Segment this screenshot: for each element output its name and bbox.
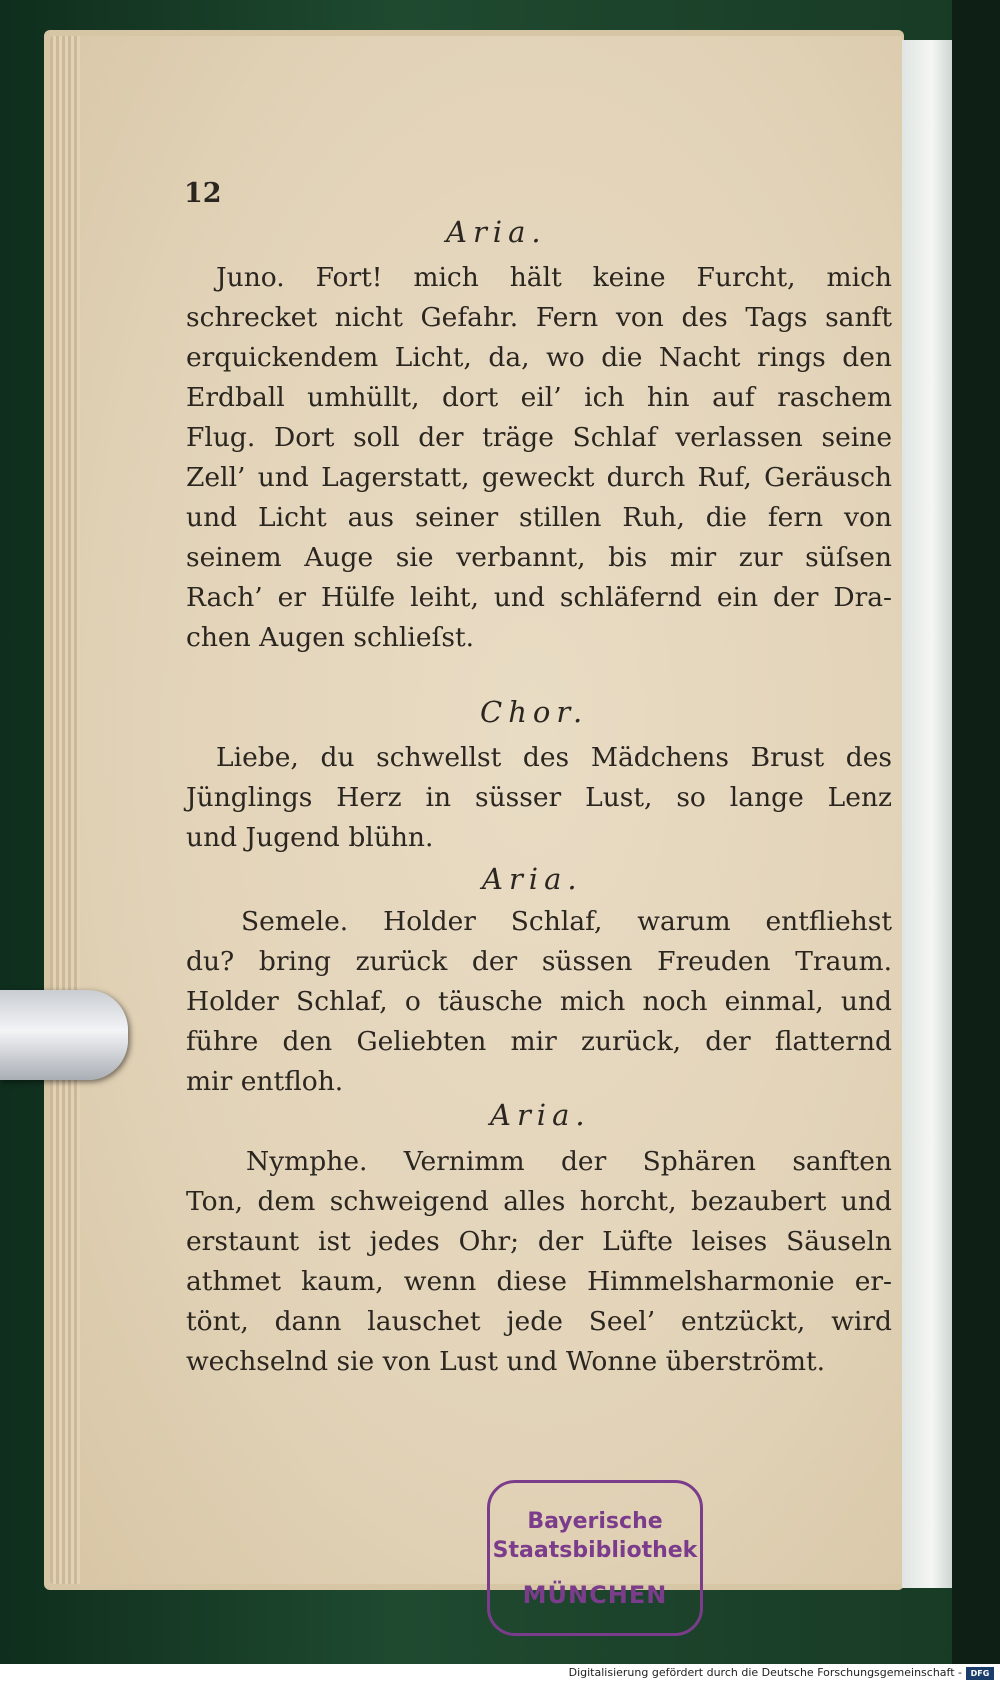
text-line: Erdball umhüllt, dort eil’ ich hin auf raschem (186, 382, 892, 413)
text-line: athmet kaum, wenn diese Himmelsharmonie er- (186, 1266, 892, 1297)
text-line: Zell’ und Lagerstatt, geweckt durch Ruf, Geräusch (186, 462, 892, 493)
text-line: seinem Auge sie verbannt, bis mir zur süſsen (186, 542, 892, 573)
text-line: und Licht aus seiner stillen Ruh, die fern von (186, 502, 892, 533)
dfg-logo-icon: DFG (966, 1667, 994, 1680)
section-heading-chor: Chor. (480, 695, 589, 729)
paragraph-semele (186, 902, 892, 1102)
text-line: Nymphe. Vernimm der Sphären sanften (246, 1146, 892, 1177)
text-line: Rach’ er Hülfe leiht, und schläfernd ein der Dra- (186, 582, 892, 613)
section-heading-aria-3: Aria. (490, 1098, 591, 1132)
text-line: chen Augen schlieſst. (186, 622, 475, 653)
text-line: mir entfloh. (186, 1066, 344, 1097)
text-line: erquickendem Licht, da, wo die Nacht rings den (186, 342, 892, 373)
text-line: Holder Schlaf, o täusche mich noch einmal, und (186, 986, 892, 1017)
text-line: Jünglings Herz in süsser Lust, so lange Lenz (186, 782, 892, 813)
text-line: du? bring zurück der süssen Freuden Traum. (186, 946, 892, 977)
text-line: Liebe, du schwellst des Mädchens Brust des (216, 742, 892, 773)
paragraph-juno (186, 258, 892, 658)
paragraph-nymphe (186, 1142, 892, 1382)
stamp-line-2: Staatsbibliothek (492, 1538, 698, 1563)
right-paper-strip (902, 40, 952, 1588)
text-line: schrecket nicht Gefahr. Fern von des Tags sanft (186, 302, 892, 333)
text-line: und Jugend blühn. (186, 822, 434, 853)
text-line: Juno. Fort! mich hält keine Furcht, mich (216, 262, 892, 293)
text-line: tönt, dann lauschet jede Seel’ entzückt, wird (186, 1306, 892, 1337)
text-line: Flug. Dort soll der träge Schlaf verlassen seine (186, 422, 892, 453)
section-heading-aria-1: Aria. (446, 215, 547, 249)
page-clip (0, 990, 128, 1080)
stamp-line-1: Bayerische (527, 1509, 663, 1534)
section-heading-aria-2: Aria. (482, 862, 583, 896)
text-line: wechselnd sie von Lust und Wonne überströmt. (186, 1346, 826, 1377)
right-scan-border (952, 0, 1000, 1684)
text-line: Ton, dem schweigend alles horcht, bezaubert und (186, 1186, 892, 1217)
page-number: 12 (184, 178, 222, 209)
text-line: erstaunt ist jedes Ohr; der Lüfte leises Säuseln (186, 1226, 892, 1257)
paragraph-chor (186, 738, 892, 858)
stamp-line-3: MÜNCHEN (522, 1581, 668, 1609)
text-line: führe den Geliebten mir zurück, der flatternd (186, 1026, 892, 1057)
text-line: Semele. Holder Schlaf, warum entfliehst (241, 906, 892, 937)
footer-credit: Digitalisierung gefördert durch die Deutsche Forschungsgemeinschaft - (568, 1666, 962, 1679)
library-stamp (487, 1480, 703, 1636)
